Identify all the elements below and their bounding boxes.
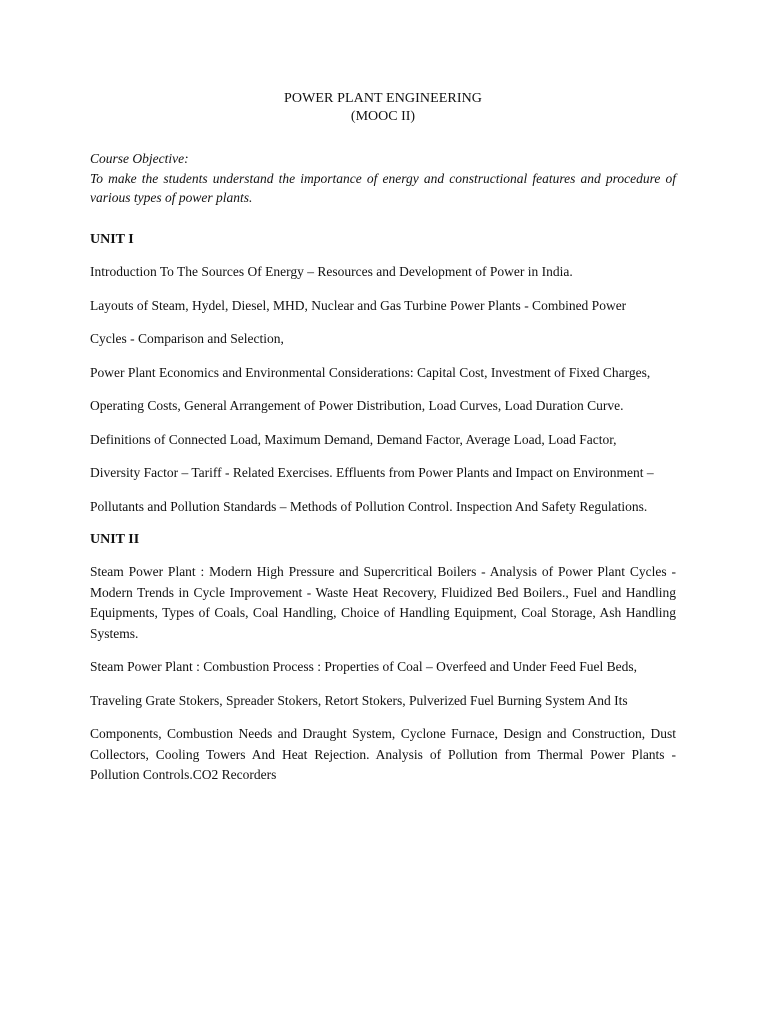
unit-paragraph: Operating Costs, General Arrangement of Power Distribution, Load Curves, Load Duration Curve. bbox=[90, 398, 624, 413]
unit-paragraph: Steam Power Plant : Modern High Pressure and Supercritical Boilers - Analysis of Power Plant Cycles - Modern Trends in Cycle Improvement - Waste Heat Recovery, Fluidized Bed Boilers., Fuel and Handling Equipments, Types of Coals, Coal Handling, Choice of Handling Equipment, Coal Storage, Ash Handling Systems. bbox=[90, 564, 676, 641]
unit-paragraph: Layouts of Steam, Hydel, Diesel, MHD, Nuclear and Gas Turbine Power Plants - Combined Power bbox=[90, 297, 627, 313]
unit-paragraph: Components, Combustion Needs and Draught System, Cyclone Furnace, Design and Construction, Dust Collectors, Cooling Towers And Heat Rejection. Analysis of Pollution from Thermal Power Plants - Pollution Controls.CO2 Recorders bbox=[90, 726, 676, 782]
unit-paragraph: Introduction To The Sources Of Energy – Resources and Development of Power in India. bbox=[90, 264, 573, 279]
unit-paragraph: Steam Power Plant : Combustion Process : Properties of Coal – Overfeed and Under Feed Fuel Beds, bbox=[90, 659, 638, 674]
course-objective-label: Course Objective: bbox=[90, 151, 189, 166]
unit-paragraph: Diversity Factor – Tariff - Related Exercises. Effluents from Power Plants and Impact on Environment – bbox=[90, 465, 654, 480]
course-objective-text: To make the students understand the importance of energy and constructional features and procedure of various types of power plants. bbox=[90, 171, 676, 205]
unit-paragraph: Definitions of Connected Load, Maximum Demand, Demand Factor, Average Load, Load Factor, bbox=[90, 431, 617, 447]
unit-heading: UNIT II bbox=[90, 532, 140, 547]
document-subtitle: (MOOC II) bbox=[350, 109, 416, 124]
unit-paragraph: Traveling Grate Stokers, Spreader Stokers, Retort Stokers, Pulverized Fuel Burning System And Its bbox=[90, 692, 628, 708]
unit-paragraph: Cycles - Comparison and Selection, bbox=[90, 331, 284, 346]
document-title: POWER PLANT ENGINEERING bbox=[283, 91, 483, 106]
unit-paragraph: Power Plant Economics and Environmental Considerations: Capital Cost, Investment of Fixed Charges, bbox=[90, 364, 651, 380]
document-page bbox=[90, 90, 676, 786]
unit-heading: UNIT I bbox=[90, 232, 134, 247]
unit-paragraph: Pollutants and Pollution Standards – Methods of Pollution Control. Inspection And Safety Regulations. bbox=[90, 498, 648, 514]
